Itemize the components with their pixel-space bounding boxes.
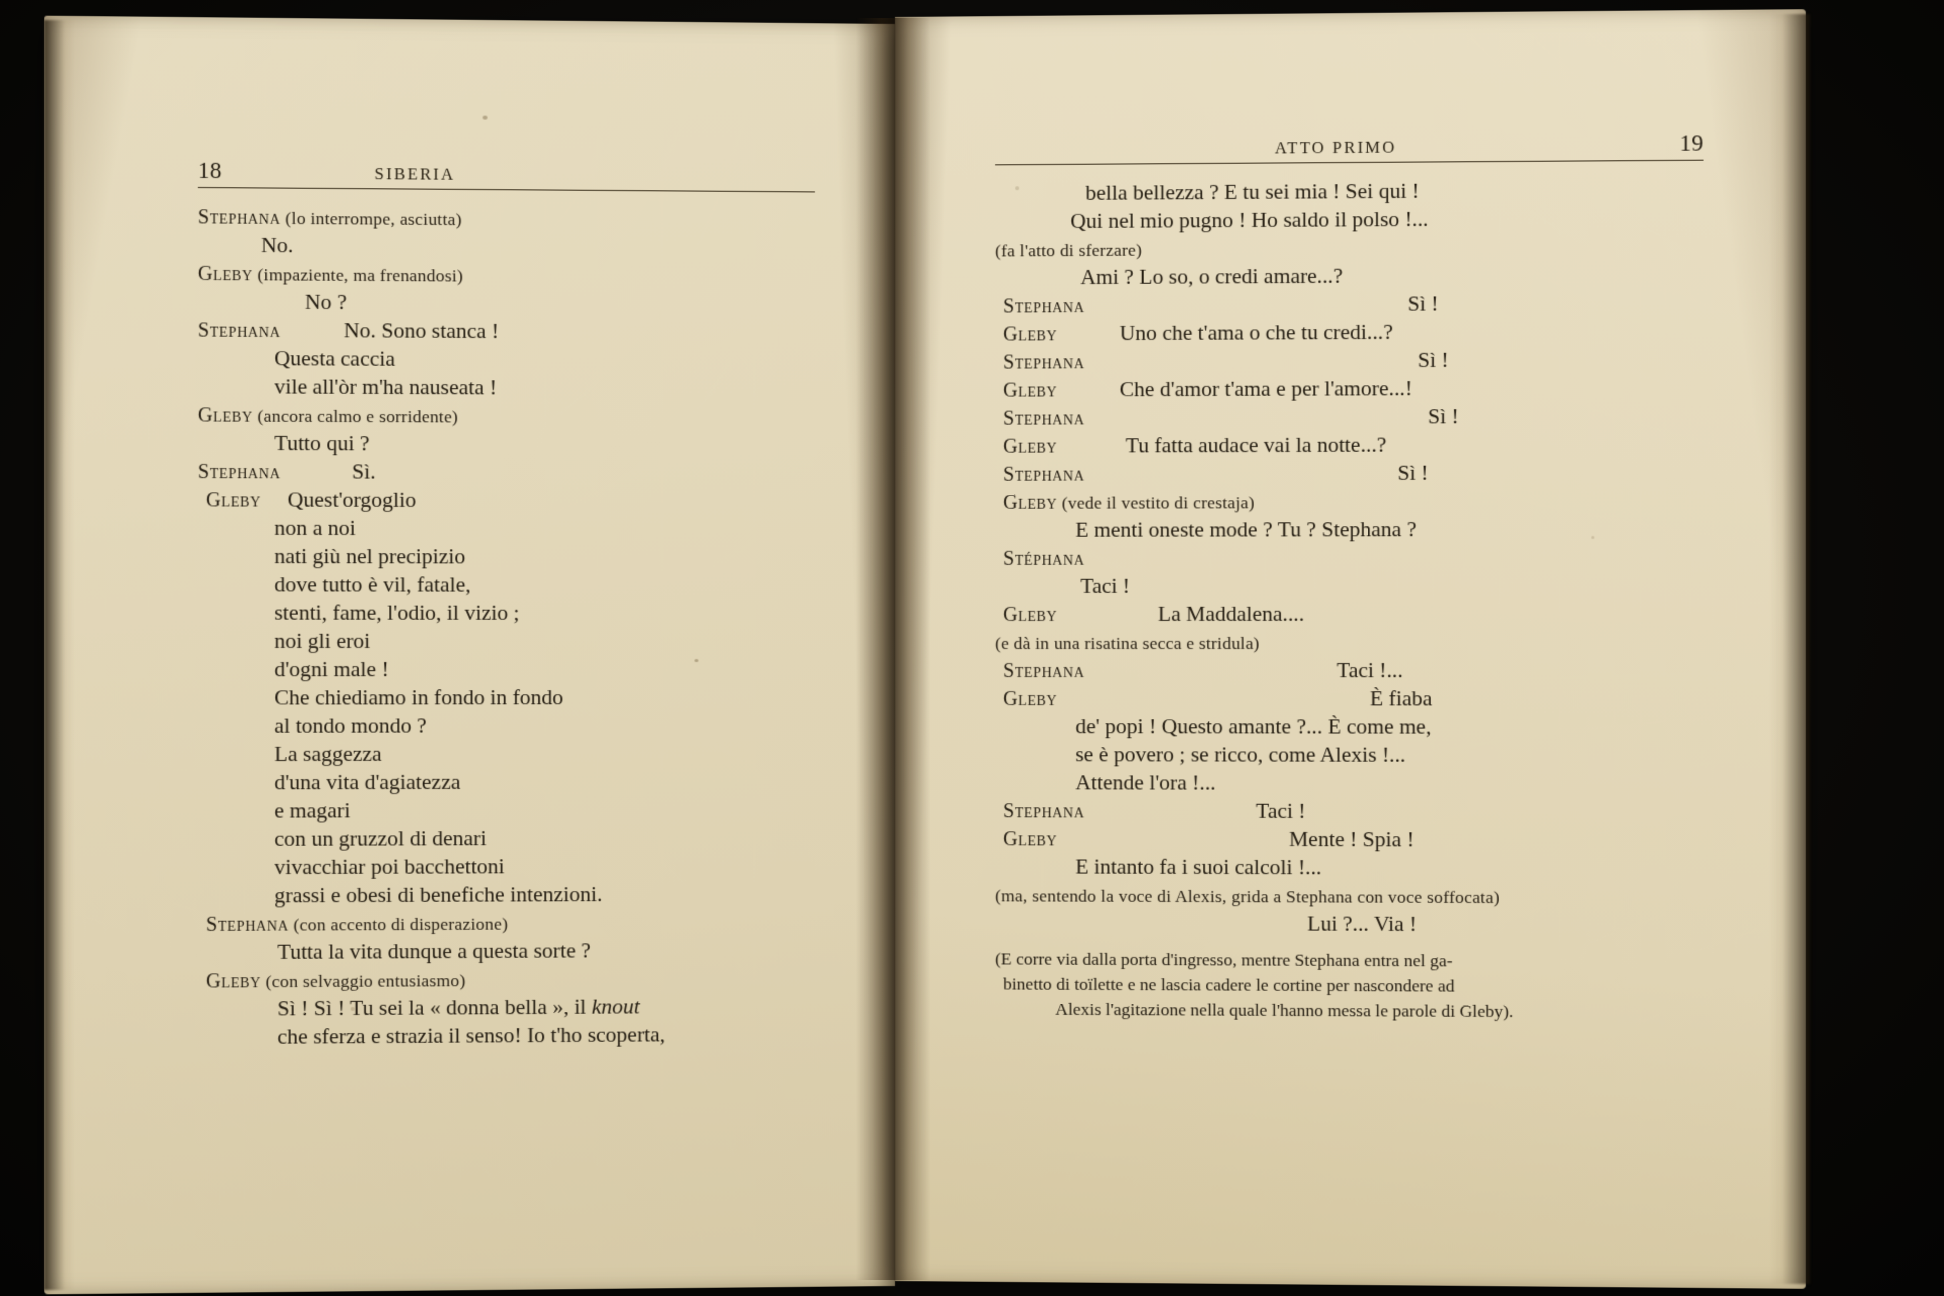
line-text: Ami ? Lo so, o credi amare...? — [1080, 263, 1343, 290]
closing-note-line: (E corre via dalla porta d'ingresso, mentre Stephana entra nel ga- — [995, 947, 1453, 970]
dialogue-line — [995, 828, 1703, 851]
dialogue-line — [198, 319, 815, 344]
dialogue-line — [995, 377, 1703, 401]
line-text: La Maddalena.... — [1157, 601, 1305, 626]
line-text: Tutto qui ? — [274, 430, 370, 456]
verse-line — [198, 799, 815, 822]
line-text: dove tutto è vil, fatale, — [274, 572, 471, 597]
line-text: vile all'òr m'ha nauseata ! — [274, 374, 497, 400]
left-page — [44, 16, 895, 1295]
verse-line — [198, 771, 815, 794]
line-text: con un gruzzol di denari — [274, 826, 487, 851]
page-number-left: 18 — [197, 157, 222, 184]
verse-line — [198, 348, 815, 372]
line-text: Sì ! — [1427, 404, 1459, 429]
emphasised-word: knout — [591, 994, 640, 1019]
verse-line — [198, 574, 815, 596]
line-text: bella bellezza ? E tu sei mia ! Sei qui ! — [1085, 178, 1420, 205]
speaker-name: Gleby — [205, 489, 262, 512]
line-text: d'una vita d'agiatezza — [274, 769, 461, 795]
dialogue-line — [995, 292, 1703, 317]
line-text: de' popi ! Questo amante ?... È come me, — [1075, 714, 1432, 739]
verse-line — [995, 575, 1703, 597]
speaker-name: Gleby — [1003, 828, 1058, 851]
left-dialogue-block — [198, 206, 815, 1049]
line-text: d'ogni male ! — [274, 657, 389, 682]
line-text: non a noi — [274, 515, 356, 541]
dialogue-line — [995, 601, 1703, 626]
line-text: Attende l'ora !... — [1075, 770, 1216, 795]
speaker-name: Gleby — [1003, 323, 1058, 346]
dialogue-line — [995, 405, 1703, 429]
line-text: No. — [261, 232, 294, 258]
stage-direction-line — [995, 884, 1703, 908]
stage-direction-line — [995, 236, 1703, 261]
line-text: che sferza e strazia il senso! Io t'ho scoperta, — [277, 1022, 666, 1049]
dialogue-line — [198, 206, 815, 232]
line-text: nati giù nel precipizio — [274, 543, 466, 569]
dialogue-line — [995, 434, 1703, 458]
right-running-head — [995, 131, 1703, 165]
verse-line — [198, 234, 815, 260]
verse-line — [198, 543, 815, 569]
speaker-name: Gleby — [197, 262, 253, 286]
dialogue-line — [198, 461, 815, 484]
verse-line — [198, 628, 815, 653]
speaker-name: Gleby — [1003, 435, 1058, 458]
speaker-name: Stephana — [197, 206, 281, 229]
speaker-name: Gleby — [1003, 603, 1058, 626]
stage-direction: (ma, sentendo la voce di Alexis, grida a Stephana con voce soffocata) — [995, 885, 1500, 908]
stage-direction-line — [995, 632, 1703, 654]
verse-line — [198, 995, 815, 1020]
verse-line — [995, 744, 1703, 767]
line-text: Sì ! — [1407, 291, 1439, 316]
dialogue-line — [198, 404, 815, 428]
verse-line — [198, 855, 815, 879]
line-text: vivacchiar poi bacchettoni — [274, 854, 505, 880]
closing-stage-direction — [995, 946, 1703, 1026]
dialogue-line — [995, 660, 1703, 682]
dialogue-line — [995, 688, 1703, 710]
line-text: Taci !... — [1336, 658, 1403, 683]
verse-line — [198, 883, 815, 907]
line-text: Sì ! Sì ! Tu sei la « donna bella », il — [277, 994, 592, 1021]
right-dialogue-block — [995, 179, 1703, 937]
line-text: Sì ! — [1417, 347, 1449, 373]
verse-line — [198, 1023, 815, 1048]
line-text: se è povero ; se ricco, come Alexis !... — [1075, 742, 1406, 767]
speaker-name: Stephana — [1003, 660, 1085, 683]
verse-line — [995, 856, 1703, 880]
speaker-name: Gleby — [1003, 688, 1058, 711]
speaker-name: Stephana — [1003, 351, 1085, 374]
line-text: Qui nel mio pugno ! Ho saldo il polso !... — [1070, 206, 1429, 234]
line-text: Quest'orgoglio — [287, 487, 417, 512]
act-title-header: ATTO PRIMO — [1274, 137, 1397, 158]
line-text: Tutta la vita dunque a questa sorte ? — [277, 938, 591, 964]
line-text: No ? — [304, 289, 347, 315]
line-text: noi gli eroi — [274, 628, 371, 653]
line-text: stenti, fame, l'odio, il vizio ; — [274, 600, 520, 625]
speaker-name: Stéphana — [1003, 547, 1085, 570]
closing-note-line: binetto di toïlette e ne lascia cadere le cortine per nascondere ad — [1003, 973, 1455, 996]
speaker-name: Stephana — [197, 460, 281, 484]
verse-line — [198, 659, 815, 681]
verse-line — [995, 716, 1703, 738]
line-text: e magari — [274, 798, 351, 823]
verse-line — [198, 376, 815, 400]
verse-line — [198, 291, 815, 316]
verse-line — [198, 939, 815, 963]
verse-line — [198, 743, 815, 766]
right-page — [895, 9, 1806, 1289]
line-text: Tu fatta audace vai la notte...? — [1125, 432, 1387, 458]
speaker-name: Stephana — [1003, 295, 1085, 318]
dialogue-line — [995, 462, 1703, 485]
line-text: Mente ! Spia ! — [1288, 826, 1415, 852]
line-text: Sì ! — [1397, 460, 1429, 485]
verse-line — [995, 772, 1703, 795]
speaker-name: Stephana — [1003, 407, 1085, 430]
speaker-name: Gleby — [1003, 491, 1058, 514]
dialogue-line — [995, 349, 1703, 373]
stage-direction: (impaziente, ma frenandosi) — [252, 264, 464, 286]
verse-line — [198, 687, 815, 709]
stage-direction: (lo interrompe, asciutta) — [280, 207, 462, 230]
line-text: La saggezza — [274, 741, 382, 767]
left-page-content — [198, 159, 815, 1056]
dialogue-line — [198, 911, 815, 935]
stage-direction: (vede il vestito di crestaja) — [1057, 492, 1255, 513]
verse-line — [198, 430, 815, 457]
line-text: Taci ! — [1080, 573, 1130, 598]
stage-direction: (e dà in una risatina secca e stridula) — [995, 632, 1260, 654]
line-text: Taci ! — [1255, 798, 1306, 823]
dialogue-line — [198, 489, 815, 512]
verse-line — [198, 715, 815, 737]
page-number-right: 19 — [1679, 130, 1704, 156]
line-text: al tondo mondo ? — [274, 713, 427, 738]
line-text: No. Sono stanca ! — [343, 318, 499, 344]
speaker-name: Stephana — [197, 319, 281, 343]
line-text: E intanto fa i suoi calcoli !... — [1075, 854, 1322, 880]
stage-direction: (con accento di disperazione) — [288, 913, 509, 935]
dialogue-line — [995, 490, 1703, 513]
verse-line — [995, 519, 1703, 542]
line-text: Questa caccia — [274, 346, 396, 371]
dialogue-line — [198, 967, 815, 992]
speaker-name: Stephana — [1003, 463, 1085, 486]
speaker-name: Gleby — [197, 404, 253, 427]
line-text: Uno che t'ama o che tu credi...? — [1119, 319, 1393, 346]
dialogue-line — [198, 263, 815, 288]
closing-note-line: Alexis l'agitazione nella quale l'hanno messa le parole di Gleby). — [1055, 999, 1514, 1022]
line-text: È fiaba — [1369, 686, 1433, 711]
verse-line — [198, 827, 815, 850]
verse-line — [995, 207, 1703, 233]
stage-direction: (con selvaggio entusiasmo) — [261, 970, 466, 992]
dialogue-line — [995, 320, 1703, 345]
book-title-header: SIBERIA — [374, 164, 456, 184]
line-text: Lui ?... Via ! — [1307, 911, 1417, 937]
speaker-name: Gleby — [1003, 379, 1058, 402]
line-text: grassi e obesi di benefiche intenzioni. — [274, 882, 603, 908]
verse-line — [198, 602, 815, 624]
speaker-name: Gleby — [205, 970, 262, 993]
left-running-head — [198, 159, 815, 193]
stage-direction: (fa l'atto di sferzare) — [995, 239, 1142, 261]
line-text: Che d'amor t'ama e per l'amore...! — [1119, 376, 1413, 402]
dialogue-line — [995, 547, 1703, 570]
line-text: Sì. — [351, 459, 376, 484]
line-text: Che chiediamo in fondo in fondo — [274, 685, 564, 710]
speaker-name: Stephana — [205, 913, 289, 936]
dialogue-line — [995, 800, 1703, 823]
verse-line — [995, 179, 1703, 205]
right-page-content — [995, 131, 1703, 1025]
verse-line — [995, 264, 1703, 289]
stage-direction: (ancora calmo e sorridente) — [252, 405, 459, 427]
line-text: E menti oneste mode ? Tu ? Stephana ? — [1075, 517, 1417, 542]
speaker-name: Stephana — [1003, 800, 1085, 823]
verse-line — [995, 912, 1703, 936]
verse-line — [198, 515, 815, 541]
